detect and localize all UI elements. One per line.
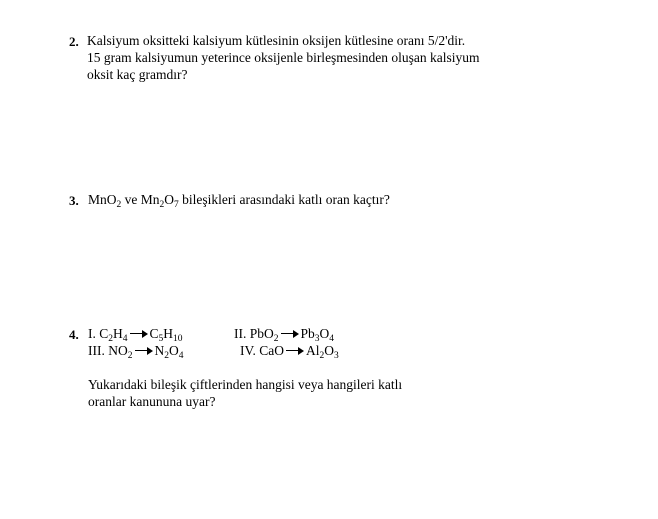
question-4-number: 4. [69, 327, 79, 342]
ve-word: ve [124, 192, 138, 207]
question-3-rest: bileşikleri arasındaki katlı oran kaçtır? [182, 192, 390, 207]
pair-i: I. $C_2H_4$ $C_5H_{10}$ [88, 326, 183, 344]
arrow-icon [286, 345, 304, 355]
pair-ii: II. PbO$_2$ $Pb_3O_4$ [234, 326, 335, 344]
question-4-text-line-2: oranlar kanununa uyar? [88, 394, 216, 409]
formula-mno: MnO [88, 192, 117, 207]
pair-iv: IV. CaO $Al_2O_3$ [240, 343, 339, 361]
pair-iii: III. $NO_2$ $N_2O_4$ [88, 343, 184, 361]
question-2-number: 2. [69, 34, 79, 49]
question-4-text-line-1: Yukarıdaki bileşik çiftlerinden hangisi veya hangileri katlı [88, 377, 403, 392]
formula-mn: Mn [140, 192, 160, 207]
arrow-icon [130, 328, 148, 338]
question-3-text: MnO$_2$ ve $Mn_2O_7$ bileşikleri arasındaki katlı oran kaçtır? [88, 192, 390, 210]
question-2-line-3: oksit kaç gramdır? [87, 67, 188, 82]
arrow-icon [281, 328, 299, 338]
question-2-line-1: Kalsiyum oksitteki kalsiyum kütlesinin oksijen kütlesine oranı 5/2'dir. [87, 33, 466, 48]
arrow-icon [135, 345, 153, 355]
question-2-line-2: 15 gram kalsiyumun yeterince oksijenle birleşmesinden oluşan kalsiyum [87, 50, 480, 65]
question-3-number: 3. [69, 193, 79, 208]
